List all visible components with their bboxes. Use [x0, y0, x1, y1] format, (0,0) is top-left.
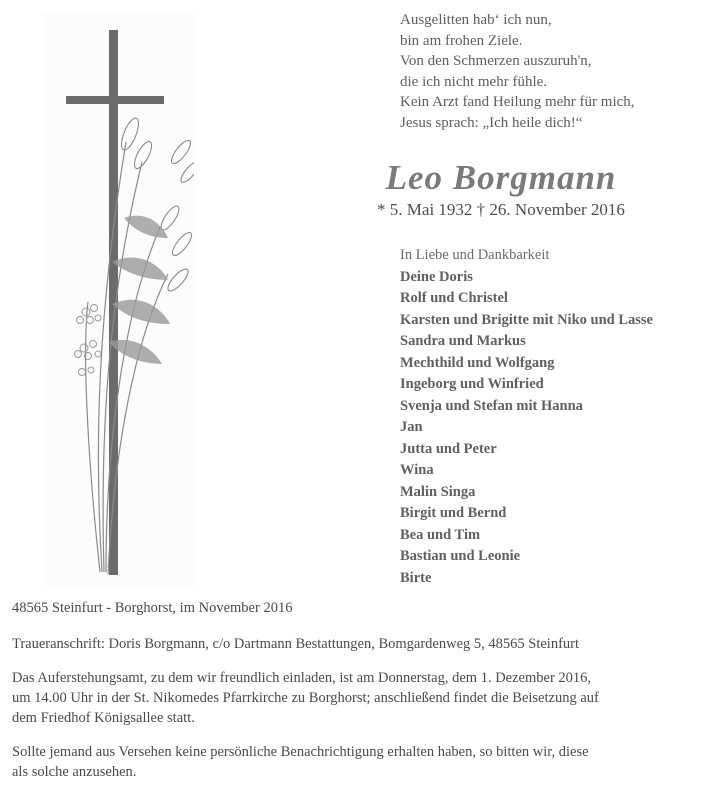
service-block: [12, 668, 718, 728]
service-line-3: dem Friedhof Königsallee statt.: [12, 710, 195, 726]
notice-line-1: Sollte jemand aus Versehen keine persönliche Benachrichtigung erhalten haben, so bitten wir, diese: [12, 744, 589, 760]
service-line-2: um 14.00 Uhr in der St. Nikomedes Pfarrkirche zu Borghorst; anschließend findet die Beisetzung auf: [12, 690, 599, 706]
notice-line-2: als solche anzusehen.: [12, 764, 137, 780]
cross-illustration-panel: [42, 12, 194, 590]
place-date-block: [12, 598, 718, 618]
list-item: Birgit und Bernd: [400, 505, 507, 521]
address-block: [12, 634, 718, 654]
deceased-dates: * 5. Mai 1932 † 26. November 2016: [377, 200, 625, 219]
mourners-list: [400, 245, 720, 589]
list-item: Wina: [400, 462, 434, 478]
list-item: Deine Doris: [400, 268, 473, 285]
list-item: Mechthild und Wolfgang: [400, 354, 555, 371]
list-item: Jutta und Peter: [400, 440, 497, 457]
verse-line-4: die ich nicht mehr fühle.: [400, 73, 548, 90]
list-item: Ingeborg und Winfried: [400, 376, 544, 392]
list-item: Karsten und Brigitte mit Niko und Lasse: [400, 311, 653, 328]
verse-line-1: Ausgelitten hab‘ ich nun,: [400, 12, 552, 28]
list-item: Birte: [400, 569, 432, 586]
address-text: Traueranschrift: Doris Borgmann, c/o Dartmann Bestattungen, Bomgardenweg 5, 48565 Steinfurt: [12, 636, 580, 652]
notice-block: [12, 742, 718, 782]
list-item: Bastian und Leonie: [400, 548, 521, 564]
place-date-text: 48565 Steinfurt - Borghorst, im November 2016: [12, 600, 293, 616]
deceased-name: Leo Borgmann: [385, 158, 617, 197]
verse-line-2: bin am frohen Ziele.: [400, 32, 523, 49]
verse-block: [400, 10, 700, 133]
list-item: Bea und Tim: [400, 526, 481, 543]
mourners-lead: In Liebe und Dankbarkeit: [400, 247, 550, 263]
footer-block: [12, 598, 718, 796]
cross-with-grasses-icon: [42, 12, 194, 590]
verse-line-5: Kein Arzt fand Heilung mehr für mich,: [400, 94, 635, 110]
list-item: Malin Singa: [400, 483, 476, 500]
verse-line-3: Von den Schmerzen auszuruh'n,: [400, 53, 592, 69]
list-item: Jan: [400, 419, 423, 435]
list-item: Sandra und Markus: [400, 333, 526, 349]
list-item: Rolf und Christel: [400, 290, 508, 306]
verse-line-6: Jesus sprach: „Ich heile dich!“: [400, 114, 583, 131]
list-item: Svenja und Stefan mit Hanna: [400, 397, 583, 414]
service-line-1: Das Auferstehungsamt, zu dem wir freundlich einladen, ist am Donnerstag, dem 1. Dezember 2016,: [12, 670, 592, 686]
